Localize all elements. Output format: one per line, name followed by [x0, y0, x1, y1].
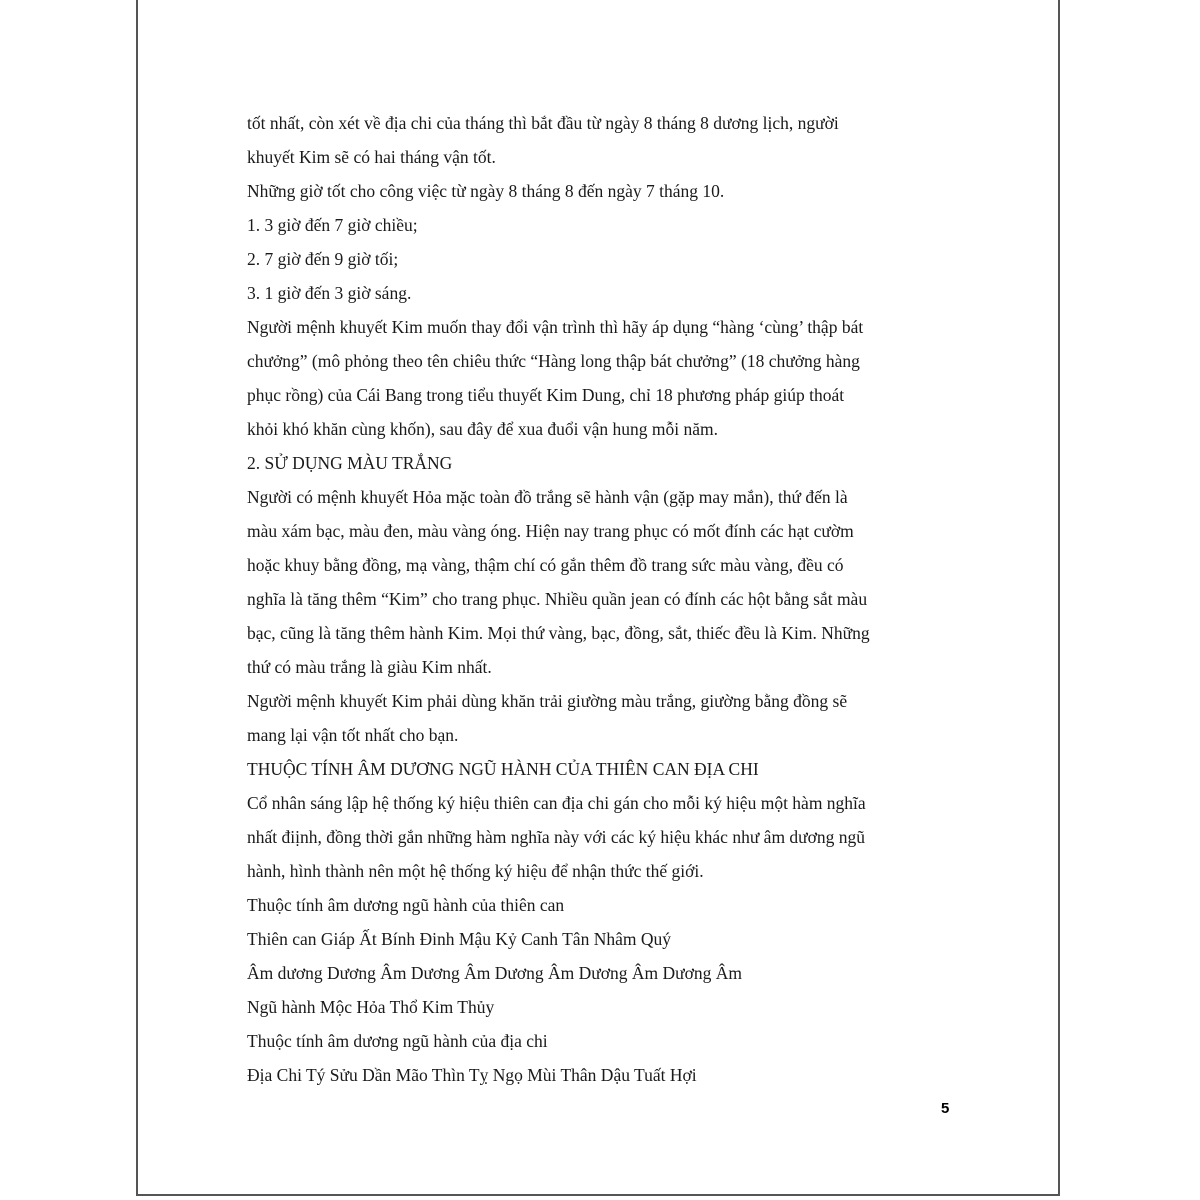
text-line: Thuộc tính âm dương ngũ hành của địa chi [247, 1031, 548, 1051]
list-item-line: 1. 3 giờ đến 7 giờ chiều; [247, 215, 418, 235]
text-line: phục rồng) của Cái Bang trong tiểu thuyết Kim Dung, chỉ 18 phương pháp giúp thoát [247, 385, 845, 405]
text-line: Âm dương Dương Âm Dương Âm Dương Âm Dương Âm Dương Âm [247, 963, 742, 983]
text-line: Người mệnh khuyết Kim muốn thay đổi vận trình thì hãy áp dụng “hàng ‘cùng’ thập bát [247, 317, 864, 337]
text-line: màu xám bạc, màu đen, màu vàng óng. Hiện nay trang phục có mốt đính các hạt cườm [247, 521, 854, 541]
text-line: bạc, cũng là tăng thêm hành Kim. Mọi thứ vàng, bạc, đồng, sắt, thiếc đều là Kim. Những [247, 623, 870, 643]
text-line: Những giờ tốt cho công việc từ ngày 8 tháng 8 đến ngày 7 tháng 10. [247, 181, 725, 201]
text-line: Thuộc tính âm dương ngũ hành của thiên can [247, 895, 565, 915]
text-line: tốt nhất, còn xét về địa chi của tháng thì bắt đầu từ ngày 8 tháng 8 dương lịch, người [247, 113, 839, 133]
page-number: 5 [941, 1100, 950, 1117]
document-page [136, 0, 1060, 1196]
text-line: Người có mệnh khuyết Hỏa mặc toàn đồ trắng sẽ hành vận (gặp may mắn), thứ đến là [247, 487, 848, 507]
text-line: Cổ nhân sáng lập hệ thống ký hiệu thiên can địa chi gán cho mỗi ký hiệu một hàm nghĩa [247, 793, 866, 813]
text-line: khỏi khó khăn cùng khốn), sau đây để xua đuổi vận hung mỗi năm. [247, 419, 718, 439]
text-line: hoặc khuy bằng đồng, mạ vàng, thậm chí có gắn thêm đồ trang sức màu vàng, đều có [247, 555, 844, 575]
text-line: Thiên can Giáp Ất Bính Đinh Mậu Kỷ Canh Tân Nhâm Quý [247, 929, 671, 949]
text-line: nhất điịnh, đồng thời gắn những hàm nghĩa này với các ký hiệu khác như âm dương ngũ [247, 827, 866, 847]
section-heading: THUỘC TÍNH ÂM DƯƠNG NGŨ HÀNH CỦA THIÊN CAN ĐỊA CHI [247, 759, 759, 779]
list-item-line: 2. 7 giờ đến 9 giờ tối; [247, 249, 399, 269]
text-line: chưởng” (mô phỏng theo tên chiêu thức “Hàng long thập bát chưởng” (18 chưởng hàng [247, 351, 860, 371]
page-body-text [247, 106, 967, 1092]
text-line: Người mệnh khuyết Kim phải dùng khăn trải giường màu trắng, giường bằng đồng sẽ [247, 691, 848, 711]
text-line: Ngũ hành Mộc Hỏa Thổ Kim Thủy [247, 997, 495, 1017]
text-line: khuyết Kim sẽ có hai tháng vận tốt. [247, 147, 496, 167]
list-item-line: 3. 1 giờ đến 3 giờ sáng. [247, 283, 412, 303]
text-line: nghĩa là tăng thêm “Kim” cho trang phục. Nhiều quần jean có đính các hột bằng sắt màu [247, 589, 868, 609]
text-line: thứ có màu trắng là giàu Kim nhất. [247, 657, 492, 677]
text-line: mang lại vận tốt nhất cho bạn. [247, 725, 459, 745]
text-line: Địa Chi Tý Sửu Dần Mão Thìn Tỵ Ngọ Mùi Thân Dậu Tuất Hợi [247, 1065, 697, 1085]
text-line: hành, hình thành nên một hệ thống ký hiệu để nhận thức thế giới. [247, 861, 704, 881]
section-heading: 2. SỬ DỤNG MÀU TRẮNG [247, 453, 453, 473]
